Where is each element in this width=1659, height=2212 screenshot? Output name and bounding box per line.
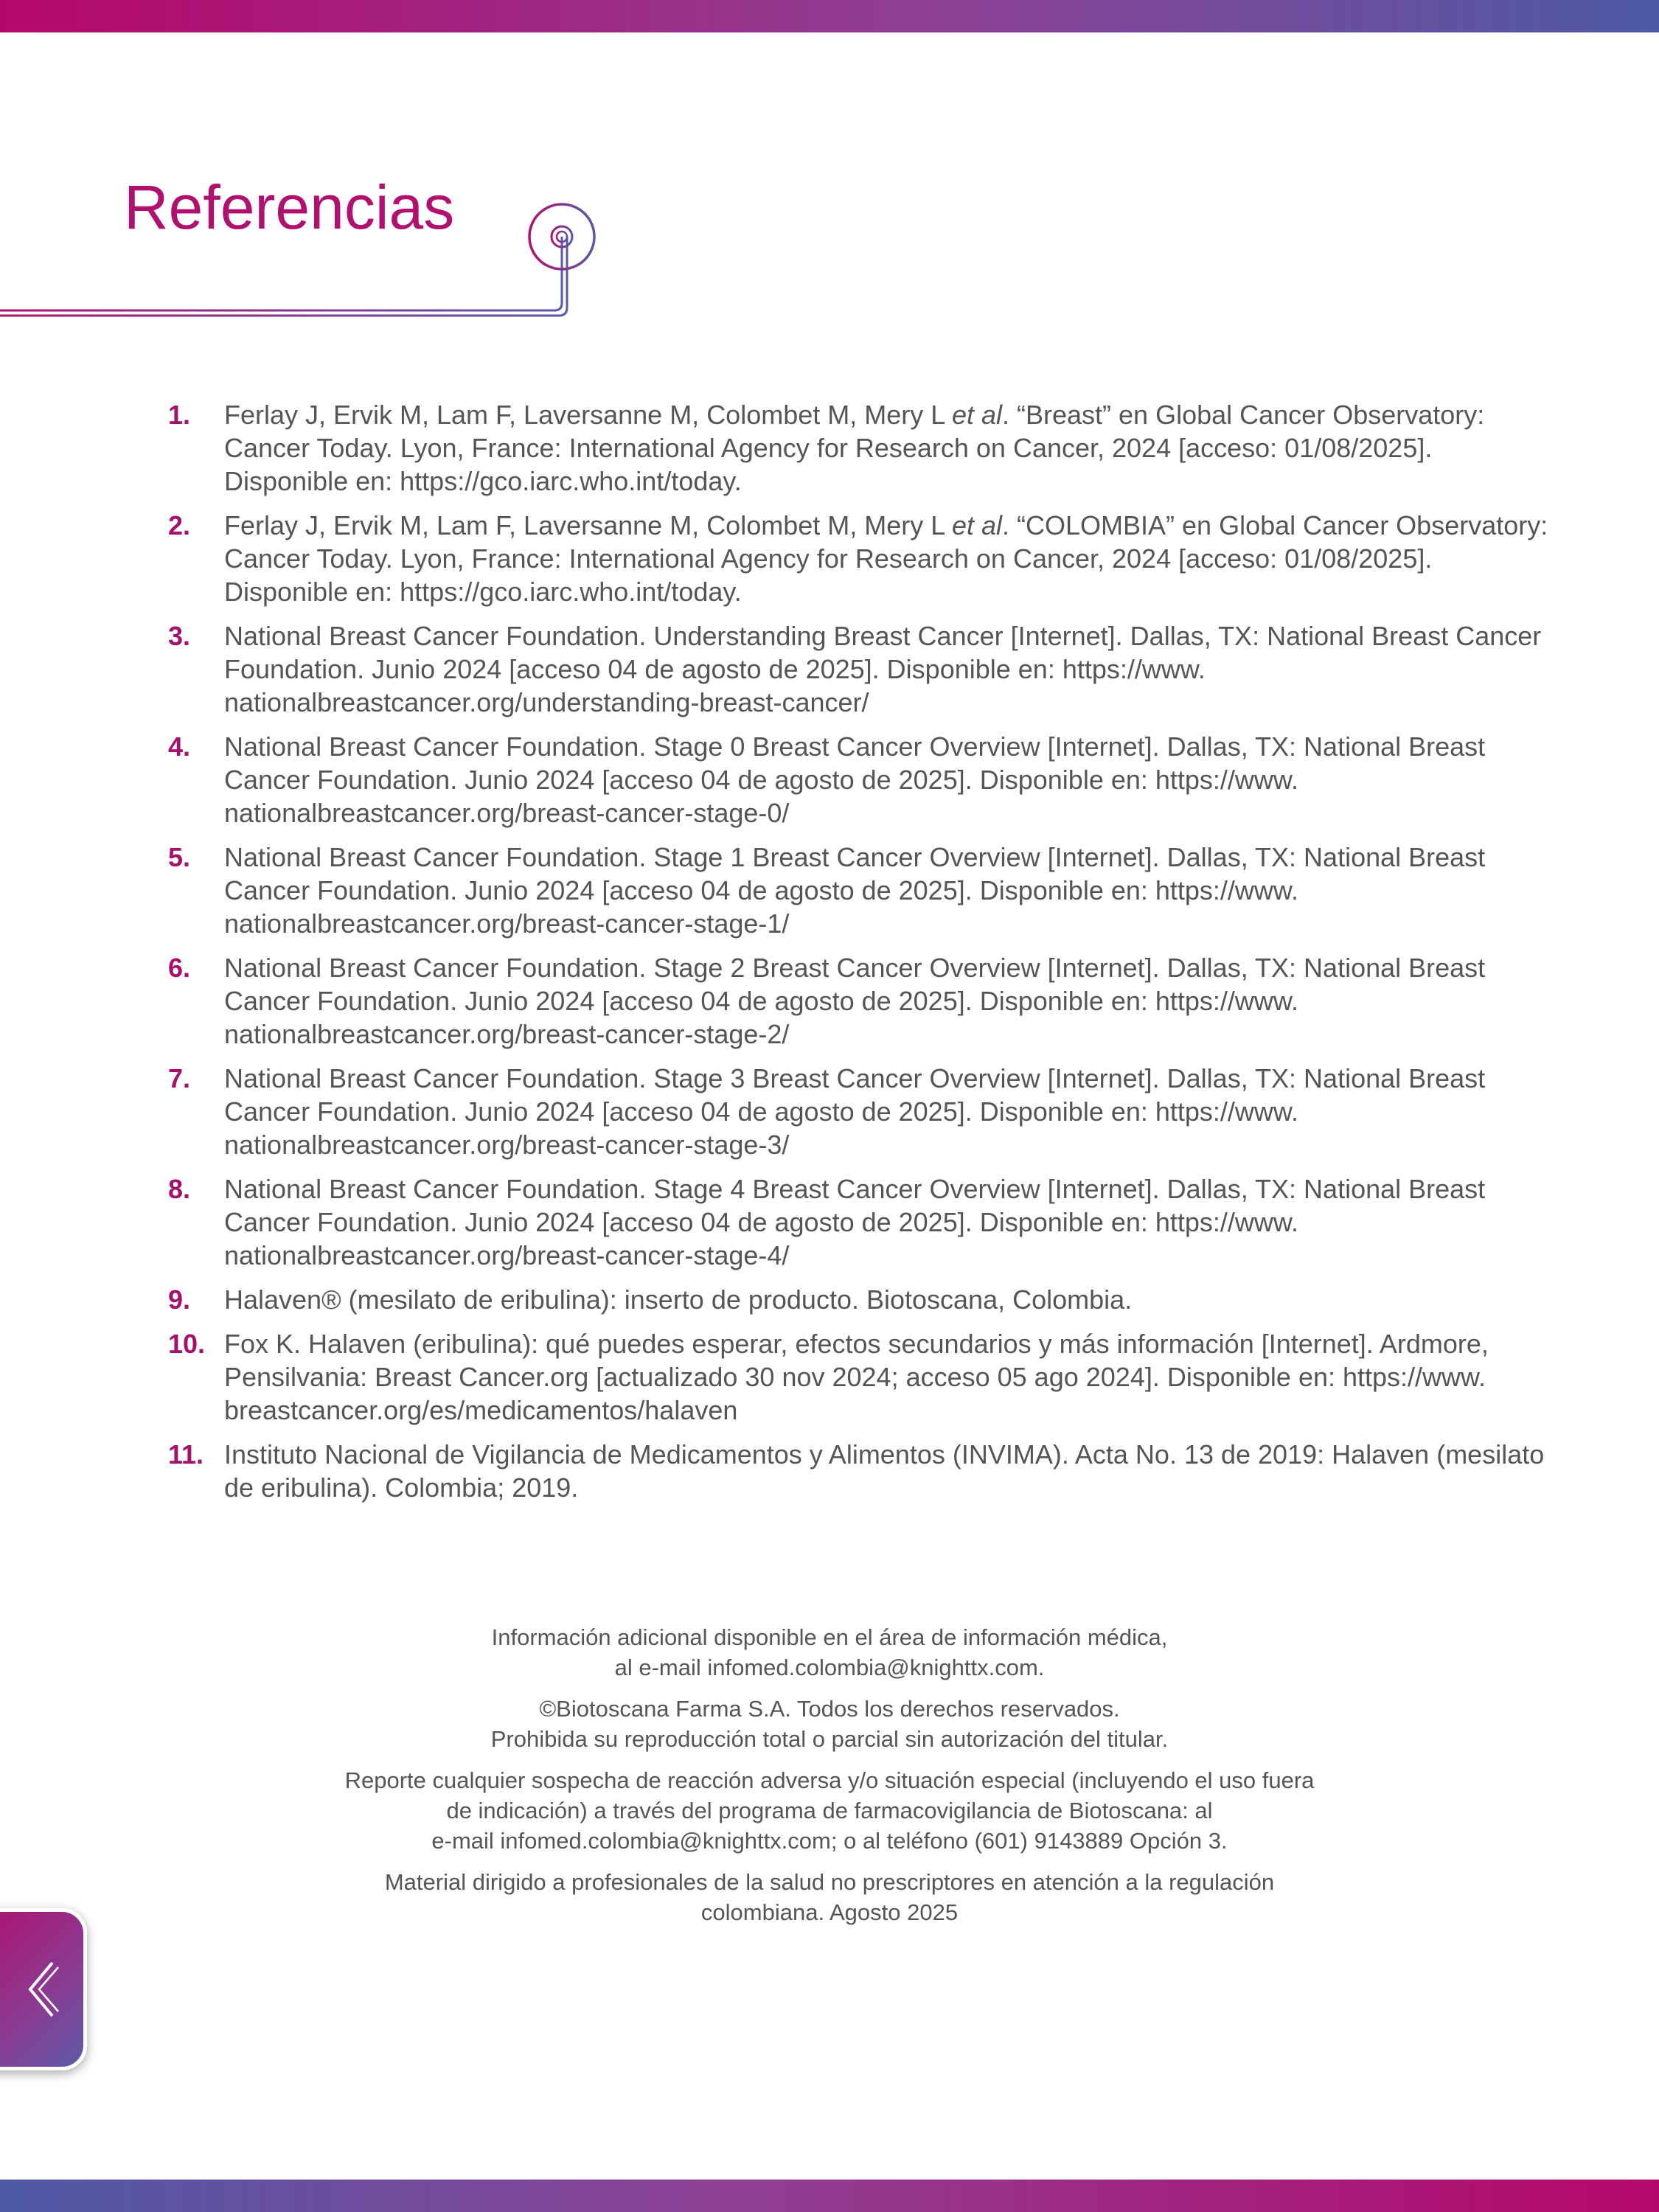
reference-number: 9. — [168, 1284, 191, 1315]
footer-info — [265, 1622, 1394, 1683]
reference-item — [162, 1438, 1563, 1504]
reference-text: National Breast Cancer Foundation. Stage 1 Breast Cancer Overview [Internet]. Dallas, TX: National Breast Cancer Foundation. Junio 2024 [acceso 04 de agosto de 2025]. Disponible en: https://www. nationalbreastcancer.org/breast-cancer-stage-1/ — [224, 842, 1486, 939]
reference-number: 8. — [168, 1174, 191, 1204]
bottom-gradient-bar — [0, 2180, 1659, 2212]
reference-text-italic: et al — [951, 510, 1002, 540]
footer-report — [265, 1765, 1394, 1856]
reference-text: National Breast Cancer Foundation. Understanding Breast Cancer [Internet]. Dallas, TX: National Breast Cancer Foundation. Junio 2024 [acceso 04 de agosto de 2025]. Disponible en: https://www. nationalbreastcancer.org/understanding-breast-cancer/ — [224, 621, 1542, 717]
reference-number: 11. — [168, 1439, 204, 1470]
reference-text: Ferlay J, Ervik M, Lam F, Laversanne M, Colombet M, Mery L — [224, 510, 952, 540]
reference-text: National Breast Cancer Foundation. Stage 4 Breast Cancer Overview [Internet]. Dallas, TX: National Breast Cancer Foundation. Junio 2024 [acceso 04 de agosto de 2025]. Disponible en: https://www. nationalbreastcancer.org/breast-cancer-stage-4/ — [224, 1174, 1486, 1270]
footer-report-line: de indicación) a través del programa de farmacovigilancia de Biotoscana: al — [446, 1798, 1213, 1823]
footer-material — [265, 1867, 1394, 1927]
reference-item — [162, 951, 1563, 1051]
reference-item — [162, 1327, 1563, 1427]
footer-info-line: Información adicional disponible en el área de información médica, — [491, 1624, 1168, 1650]
footer-rights-line: Prohibida su reproducción total o parcial sin autorización del titular. — [490, 1726, 1169, 1752]
footer-info-line: al e-mail infomed.colombia@knighttx.com. — [614, 1655, 1045, 1680]
reference-item — [162, 1172, 1563, 1272]
reference-text: Instituto Nacional de Vigilancia de Medicamentos y Alimentos (INVIMA). Acta No. 13 de 2019: Halaven (mesilato de eribulina). Colombia; 2019. — [224, 1439, 1545, 1503]
reference-text: Ferlay J, Ervik M, Lam F, Laversanne M, Colombet M, Mery L — [224, 400, 952, 430]
reference-number: 3. — [168, 621, 191, 651]
reference-number: 10. — [168, 1329, 206, 1359]
reference-item — [162, 1062, 1563, 1161]
footer-report-line: e-mail infomed.colombia@knighttx.com; o al teléfono (601) 9143889 Opción 3. — [431, 1828, 1228, 1854]
page-title: Referencias — [124, 173, 455, 242]
title-decoration-icon — [0, 192, 605, 324]
reference-number: 5. — [168, 842, 191, 872]
footer-report-line: Reporte cualquier sospecha de reacción adversa y/o situación especial (incluyendo el uso fuera — [344, 1767, 1315, 1793]
reference-item — [162, 509, 1563, 608]
back-button[interactable] — [0, 1908, 87, 2070]
reference-item — [162, 398, 1563, 498]
reference-text: National Breast Cancer Foundation. Stage 3 Breast Cancer Overview [Internet]. Dallas, TX: National Breast Cancer Foundation. Junio 2024 [acceso 04 de agosto de 2025]. Disponible en: https://www. nationalbreastcancer.org/breast-cancer-stage-3/ — [224, 1063, 1486, 1160]
reference-number: 6. — [168, 953, 191, 983]
reference-number: 4. — [168, 731, 191, 762]
reference-item — [162, 1283, 1563, 1316]
reference-number: 7. — [168, 1063, 191, 1093]
footer-rights-line: ©Biotoscana Farma S.A. Todos los derechos reservados. — [539, 1696, 1120, 1722]
reference-list — [162, 398, 1563, 1515]
reference-item — [162, 619, 1563, 719]
reference-text-italic: et al — [951, 400, 1002, 430]
footer-material-line: Material dirigido a profesionales de la salud no prescriptores en atención a la regulación — [384, 1869, 1275, 1895]
reference-item — [162, 841, 1563, 940]
reference-text: National Breast Cancer Foundation. Stage 2 Breast Cancer Overview [Internet]. Dallas, TX: National Breast Cancer Foundation. Junio 2024 [acceso 04 de agosto de 2025]. Disponible en: https://www. nationalbreastcancer.org/breast-cancer-stage-2/ — [224, 953, 1486, 1049]
footer-material-line: colombiana. Agosto 2025 — [700, 1899, 959, 1925]
reference-text-end: . “COLOMBIA” en Global Cancer Observatory: Cancer Today. Lyon, France: International Agency for Research on Cancer, 2024 [acceso: 01/08/2025]. Disponible en: https://gco.iarc.who.int/today. — [224, 510, 1548, 607]
reference-text: Halaven® (mesilato de eribulina): inserto de producto. Biotoscana, Colombia. — [224, 1284, 1133, 1315]
reference-text: Fox K. Halaven (eribulina): qué puedes esperar, efectos secundarios y más información [Internet]. Ardmore, Pensilvania: Breast Cancer.org [actualizado 30 nov 2024; acceso 05 ago 2024]. Disponible en: https://www. breastcancer.org/es/medicamentos/halaven — [224, 1329, 1489, 1425]
footer-disclaimer — [265, 1622, 1394, 1938]
reference-number: 2. — [168, 510, 191, 540]
reference-text-end: . “Breast” en Global Cancer Observatory: Cancer Today. Lyon, France: International Agency for Research on Cancer, 2024 [acceso: 01/08/2025]. Disponible en: https://gco.iarc.who.int/today. — [224, 400, 1485, 496]
reference-text: National Breast Cancer Foundation. Stage 0 Breast Cancer Overview [Internet]. Dallas, TX: National Breast Cancer Foundation. Junio 2024 [acceso 04 de agosto de 2025]. Disponible en: https://www. nationalbreastcancer.org/breast-cancer-stage-0/ — [224, 731, 1486, 828]
reference-number: 1. — [168, 400, 191, 430]
footer-rights — [265, 1694, 1394, 1754]
chevron-left-icon — [24, 1960, 61, 2019]
top-gradient-bar — [0, 0, 1659, 32]
reference-item — [162, 730, 1563, 830]
